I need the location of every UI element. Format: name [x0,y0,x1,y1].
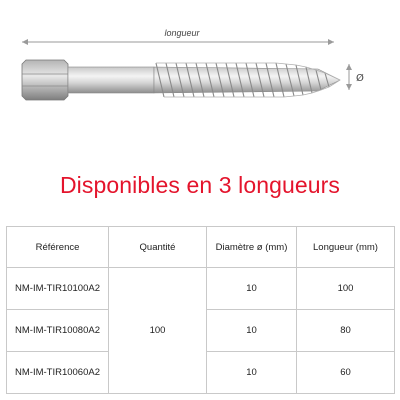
cell-quantity: 100 [109,268,207,394]
header-diameter: Diamètre ø (mm) [207,227,297,268]
cell-diameter: 10 [207,352,297,394]
diameter-dimension [346,64,352,90]
screw-illustration [22,60,340,100]
table-row [7,268,395,310]
screw-shank [68,67,154,93]
screw-head [22,60,68,100]
header-quantity: Quantité [109,227,207,268]
product-table [6,226,395,394]
page-title: Disponibles en 3 longueurs [59,172,341,198]
cell-diameter: 10 [207,268,297,310]
header-reference: Référence [7,227,109,268]
cell-reference: NM-IM-TIR10080A2 [7,310,109,352]
header-length: Longueur (mm) [297,227,395,268]
cell-diameter: 10 [207,310,297,352]
cell-reference: NM-IM-TIR10100A2 [7,268,109,310]
screw-diagram [0,0,400,170]
cell-reference: NM-IM-TIR10060A2 [7,352,109,394]
cell-length: 60 [297,352,395,394]
cell-length: 80 [297,310,395,352]
table-header-row [7,227,395,268]
cell-length: 100 [297,268,395,310]
length-dimension [22,39,334,45]
length-label: longueur [164,28,200,38]
diameter-label: Ø [356,73,364,84]
